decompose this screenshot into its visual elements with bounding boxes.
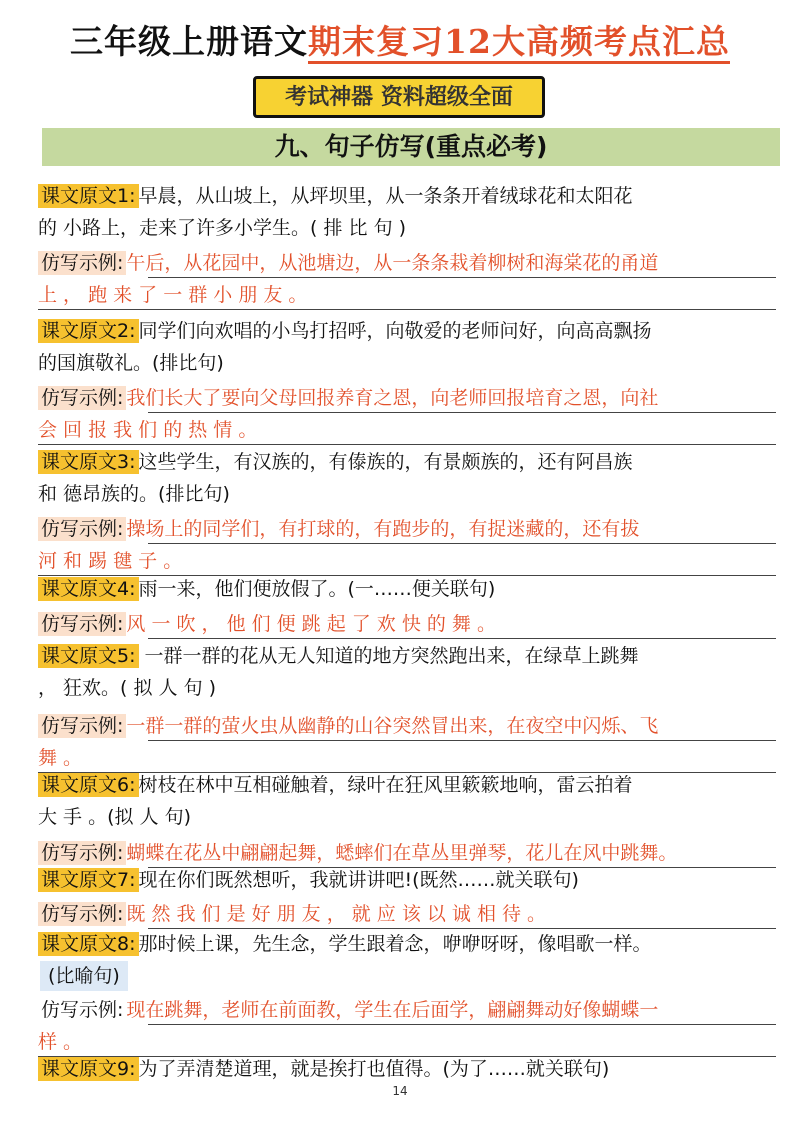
orig-line [38, 801, 768, 833]
orig-text: 树枝在林中互相碰触着，绿叶在狂风里簌簌地响，雷云拍着 [138, 774, 633, 796]
example-label: 仿写示例: [38, 386, 126, 410]
exercise-item-2 [38, 315, 768, 446]
example-text: 现在跳舞，老师在前面教，学生在后面学，翩翩舞动好像蝴蝶一 [126, 999, 659, 1021]
example-line [38, 414, 768, 446]
orig-label: 课文原文8: [38, 932, 139, 956]
exercise-item-4 [38, 573, 768, 640]
promo-badge: 考试神器 资料超级全面 [253, 76, 545, 118]
example-text: 河 和 踢 毽 子 。 [38, 550, 183, 572]
title-black: 三年级上册语文 [70, 22, 309, 61]
page-title [0, 16, 800, 63]
orig-label: 课文原文1: [38, 184, 139, 208]
example-label: 仿写示例: [41, 999, 124, 1021]
orig-line [38, 315, 768, 347]
orig-line [38, 928, 768, 960]
orig-line [38, 960, 768, 992]
example-line [38, 382, 768, 414]
example-label: 仿写示例: [38, 517, 126, 541]
orig-text: ， 狂欢。( 拟 人 句 ) [38, 677, 217, 699]
title-red: 期末复习12大高频考点汇总 [308, 22, 730, 61]
orig-label: 课文原文2: [38, 319, 139, 343]
orig-line [38, 864, 768, 896]
example-text: 蝴蝶在花丛中翩翩起舞，蟋蟀们在草丛里弹琴，花儿在风中跳舞。 [126, 842, 678, 864]
example-text: 样 。 [38, 1031, 83, 1053]
exercise-item-6 [38, 769, 768, 869]
sentence-type-tag: (比喻句) [40, 961, 128, 991]
orig-text: 的国旗敬礼。(排比句) [38, 352, 224, 374]
orig-line [38, 347, 768, 379]
example-line [38, 608, 768, 640]
example-text: 上 ， 跑 来 了 一 群 小 朋 友 。 [38, 284, 308, 306]
orig-text: 雨一来，他们便放假了。(一……便关联句) [138, 578, 496, 600]
exercise-item-7 [38, 864, 768, 930]
example-text: 操场上的同学们，有打球的，有跑步的，有捉迷藏的，还有拔 [126, 518, 640, 540]
orig-line [38, 212, 768, 244]
orig-label: 课文原文6: [38, 773, 139, 797]
orig-label: 课文原文9: [38, 1057, 139, 1081]
orig-text: 大 手 。(拟 人 句) [38, 806, 191, 828]
example-line [38, 710, 768, 742]
orig-line [38, 640, 768, 672]
example-label: 仿写示例: [38, 612, 126, 636]
orig-text: 早晨，从山坡上，从坪坝里，从一条条开着绒球花和太阳花 [138, 185, 633, 207]
orig-text: 为了弄清楚道理，就是挨打也值得。(为了……就关联句) [138, 1058, 610, 1080]
page-number: 14 [392, 1084, 408, 1098]
example-label: 仿写示例: [38, 902, 126, 926]
example-line [38, 513, 768, 545]
example-text: 午后，从花园中，从池塘边，从一条条栽着柳树和海棠花的甬道 [126, 252, 659, 274]
orig-text: 一群一群的花从无人知道的地方突然跑出来，在绿草上跳舞 [138, 645, 639, 667]
exercise-item-1 [38, 180, 768, 311]
example-text: 风 一 吹 ， 他 们 便 跳 起 了 欢 快 的 舞 。 [126, 613, 496, 635]
orig-label: 课文原文4: [38, 577, 139, 601]
example-line [38, 247, 768, 279]
orig-label: 课文原文3: [38, 450, 139, 474]
example-line [38, 898, 768, 930]
orig-text: 那时候上课，先生念，学生跟着念，咿咿呀呀，像唱歌一样。 [138, 933, 652, 955]
orig-label: 课文原文7: [38, 868, 139, 892]
orig-label: 课文原文5: [38, 644, 139, 668]
example-line [38, 994, 768, 1026]
example-text: 一群一群的萤火虫从幽静的山谷突然冒出来，在夜空中闪烁、飞 [126, 715, 659, 737]
orig-line [38, 478, 768, 510]
orig-text: 这些学生，有汉族的，有傣族的，有景颇族的，还有阿昌族 [138, 451, 633, 473]
example-text: 会 回 报 我 们 的 热 情 。 [38, 419, 258, 441]
exercise-item-9 [38, 1053, 768, 1085]
orig-line [38, 672, 768, 704]
exercise-item-8 [38, 928, 768, 1058]
orig-text: 和 德昂族的。(排比句) [38, 483, 230, 505]
exercise-item-3 [38, 446, 768, 577]
exercise-item-5 [38, 640, 768, 774]
orig-line [38, 180, 768, 212]
orig-text: 现在你们既然想听，我就讲讲吧!(既然……就关联句) [138, 869, 579, 891]
example-line [38, 279, 768, 311]
orig-line [38, 446, 768, 478]
orig-line [38, 1053, 768, 1085]
example-label: 仿写示例: [38, 251, 126, 275]
example-text: 我们长大了要向父母回报养育之恩，向老师回报培育之恩，向社 [126, 387, 659, 409]
example-label: 仿写示例: [38, 841, 126, 865]
example-text: 舞 。 [38, 747, 83, 769]
example-text: 既 然 我 们 是 好 朋 友 ， 就 应 该 以 诚 相 待 。 [126, 903, 547, 925]
example-label: 仿写示例: [38, 714, 126, 738]
section-heading: 九、句子仿写(重点必考) [42, 128, 780, 166]
orig-line [38, 573, 768, 605]
orig-text: 同学们向欢唱的小鸟打招呼，向敬爱的老师问好，向高高飘扬 [138, 320, 652, 342]
orig-text: 的 小路上，走来了许多小学生。( 排 比 句 ) [38, 217, 407, 239]
orig-line [38, 769, 768, 801]
